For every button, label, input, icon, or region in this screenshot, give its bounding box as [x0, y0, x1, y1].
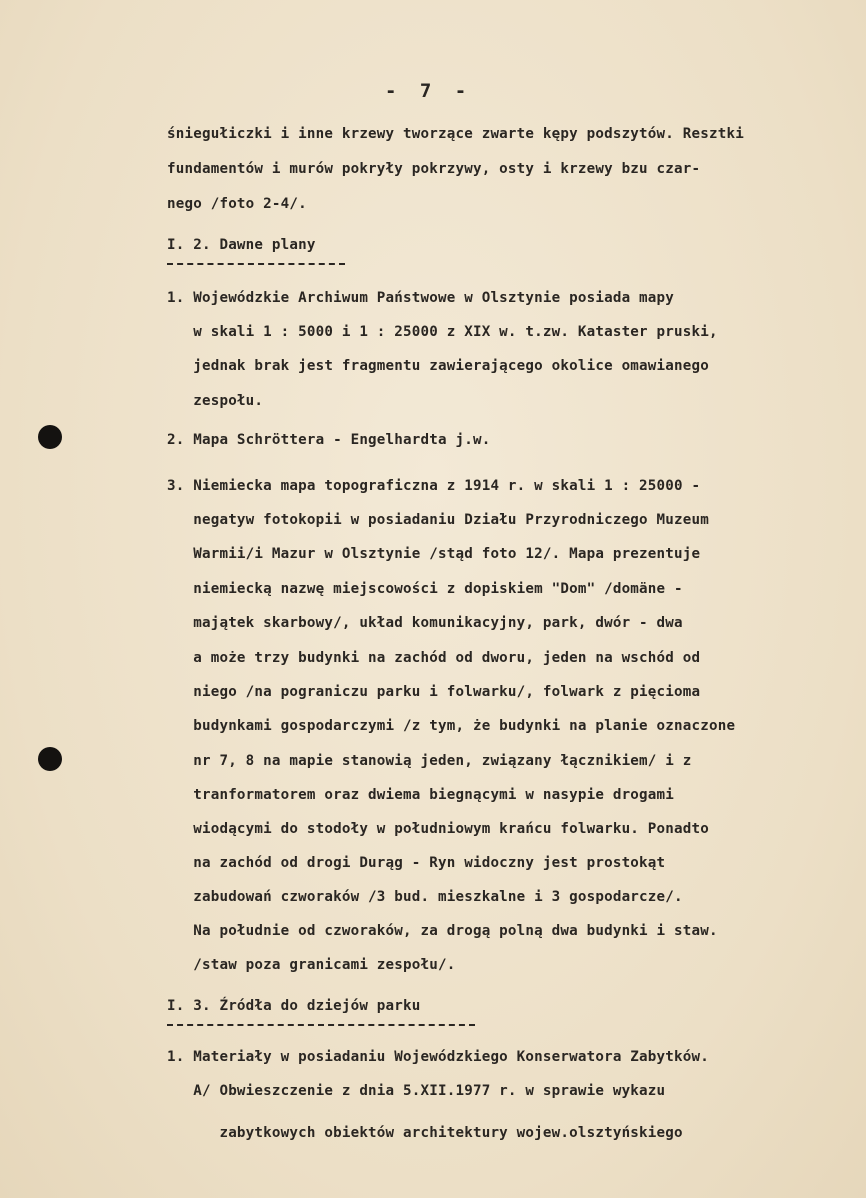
- section-heading: I. 3. Źródła do dziejów parku: [167, 998, 421, 1014]
- text-line: 2. Mapa Schröttera - Engelhardta j.w.: [167, 432, 491, 448]
- text-line: 1. Materiały w posiadaniu Wojewódzkiego Konserwatora Zabytków.: [167, 1049, 709, 1065]
- text-line: wiodącymi do stodoły w południowym krańcu folwarku. Ponadto: [167, 821, 709, 837]
- text-line: jednak brak jest fragmentu zawierającego okolice omawianego: [167, 358, 709, 374]
- text-line: Na południe od czworaków, za drogą polną dwa budynki i staw.: [167, 923, 718, 939]
- text-line: zabytkowych obiektów architektury wojew.olsztyńskiego: [167, 1125, 683, 1141]
- heading-underline: [167, 263, 345, 265]
- text-line: A/ Obwieszczenie z dnia 5.XII.1977 r. w sprawie wykazu: [167, 1083, 666, 1099]
- text-line: /staw poza granicami zespołu/.: [167, 957, 456, 973]
- text-line: zabudowań czworaków /3 bud. mieszkalne i 3 gospodarcze/.: [167, 889, 683, 905]
- heading-underline: [167, 1024, 475, 1026]
- text-line: śniegułiczki i inne krzewy tworzące zwarte kępy podszytów. Resztki: [167, 126, 744, 142]
- text-line: niemiecką nazwę miejscowości z dopiskiem "Dom" /domäne -: [167, 581, 683, 597]
- text-line: zespołu.: [167, 393, 264, 409]
- punch-hole-bottom: [38, 747, 62, 771]
- text-line: w skali 1 : 5000 i 1 : 25000 z XIX w. t.zw. Kataster pruski,: [167, 324, 718, 340]
- section-heading: I. 2. Dawne plany: [167, 237, 316, 253]
- page-number: - 7 -: [385, 80, 473, 102]
- text-line: budynkami gospodarczymi /z tym, że budynki na planie oznaczone: [167, 718, 736, 734]
- text-line: Warmii/i Mazur w Olsztynie /stąd foto 12/. Mapa prezentuje: [167, 546, 701, 562]
- text-line: nego /foto 2-4/.: [167, 196, 307, 212]
- text-line: majątek skarbowy/, układ komunikacyjny, park, dwór - dwa: [167, 615, 683, 631]
- punch-hole-top: [38, 425, 62, 449]
- text-line: a może trzy budynki na zachód od dworu, jeden na wschód od: [167, 650, 701, 666]
- text-line: na zachód od drogi Durąg - Ryn widoczny jest prostokąt: [167, 855, 666, 871]
- text-line: negatyw fotokopii w posiadaniu Działu Przyrodniczego Muzeum: [167, 512, 709, 528]
- text-line: tranformatorem oraz dwiema biegnącymi w nasypie drogami: [167, 787, 675, 803]
- text-line: fundamentów i murów pokryły pokrzywy, osty i krzewy bzu czar-: [167, 161, 701, 177]
- text-line: 1. Wojewódzkie Archiwum Państwowe w Olsztynie posiada mapy: [167, 290, 675, 306]
- text-line: niego /na pograniczu parku i folwarku/, folwark z pięcioma: [167, 684, 701, 700]
- text-line: 3. Niemiecka mapa topograficzna z 1914 r. w skali 1 : 25000 -: [167, 478, 701, 494]
- text-line: nr 7, 8 na mapie stanowią jeden, związany łącznikiem/ i z: [167, 753, 692, 769]
